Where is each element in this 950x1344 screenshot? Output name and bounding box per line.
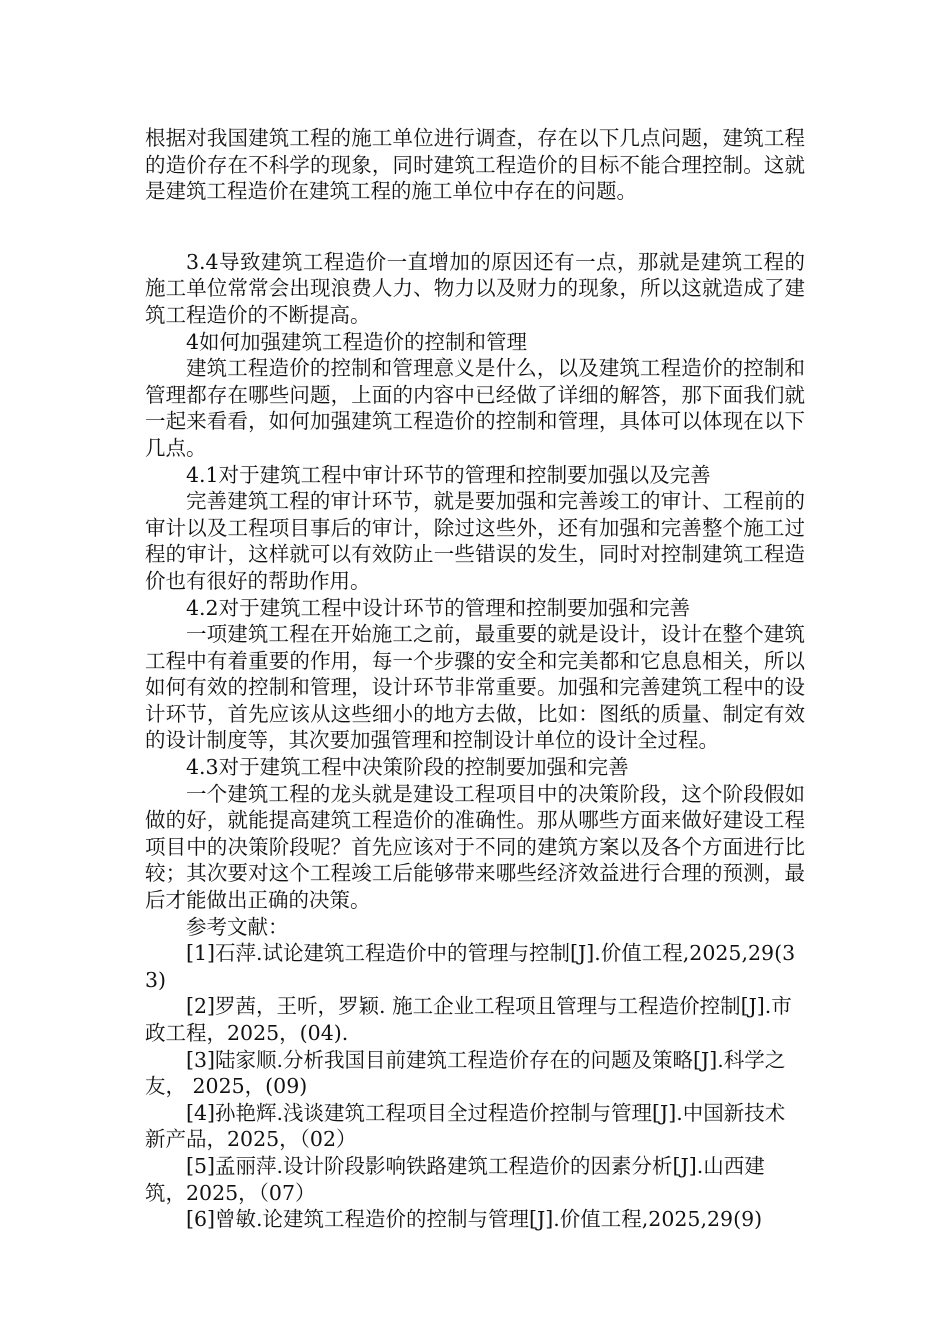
section-4-2-heading: 4.2对于建筑工程中设计环节的管理和控制要加强和完善	[186, 595, 691, 620]
reference-item: [3]陆家顺.分析我国目前建筑工程造价存在的问题及策略[J].科学之友， 2025，(09)	[145, 1047, 786, 1099]
reference-item: [4]孙艳辉.浅谈建筑工程项目全过程造价控制与管理[J].中国新技术新产品，2025，（02）	[145, 1100, 786, 1152]
section-4-3-body: 一个建筑工程的龙头就是建设工程项目中的决策阶段，这个阶段假如做的好，就能提高建筑工程造价的准确性。那从哪些方面来做好建设工程项目中的决策阶段呢？首先应该对于不同的建筑方案以及各个方面进行比较；其次要对这个工程竣工后能够带来哪些经济效益进行合理的预测，最后才能做出正确的决策。	[145, 781, 805, 913]
document-page	[145, 125, 805, 1233]
section-4-2-body: 一项建筑工程在开始施工之前，最重要的就是设计，设计在整个建筑工程中有着重要的作用，每一个步骤的安全和完美都和它息息相关，所以如何有效的控制和管理，设计环节非常重要。加强和完善建筑工程中的设计环节，首先应该从这些细小的地方去做，比如：图纸的质量、制定有效的设计制度等，其次要加强管理和控制设计单位的设计全过程。	[145, 622, 805, 753]
references-list	[145, 940, 805, 1233]
references-title: 参考文献：	[186, 914, 289, 939]
section-4-body: 建筑工程造价的控制和管理意义是什么，以及建筑工程造价的控制和管理都存在哪些问题，上面的内容中已经做了详细的解答，那下面我们就一起来看看，如何加强建筑工程造价的控制和管理，具体可以体现在以下几点。	[145, 356, 805, 460]
paragraph-spacer	[145, 205, 805, 249]
section-4-1-body: 完善建筑工程的审计环节，就是要加强和完善竣工的审计、工程前的审计以及工程项目事后的审计，除过这些外，还有加强和完善整个施工过程的审计，这样就可以有效防止一些错误的发生，同时对控制建筑工程造价也有很好的帮助作用。	[145, 489, 805, 593]
section-4-heading: 4如何加强建筑工程造价的控制和管理	[186, 329, 528, 354]
reference-item: [5]孟丽萍.设计阶段影响铁路建筑工程造价的因素分析[J].山西建筑，2025，（07）	[145, 1153, 765, 1205]
section-4-1-heading: 4.1对于建筑工程中审计环节的管理和控制要加强以及完善	[186, 462, 711, 487]
reference-item: [2]罗茜，王听，罗颖. 施工企业工程项且管理与工程造价控制[J].市政工程，2025，(04).	[145, 994, 792, 1045]
intro-paragraph: 根据对我国建筑工程的施工单位进行调查，存在以下几点问题，建筑工程的造价存在不科学的现象，同时建筑工程造价的目标不能合理控制。这就是建筑工程造价在建筑工程的施工单位中存在的问题。	[145, 126, 805, 204]
section-3-4-paragraph: 3.4导致建筑工程造价一直增加的原因还有一点，那就是建筑工程的施工单位常常会出现浪费人力、物力以及财力的现象，所以这就造成了建筑工程造价的不断提高。	[145, 249, 805, 327]
reference-item: [6]曾敏.论建筑工程造价的控制与管理[J].价值工程,2025,29(9)	[186, 1207, 763, 1232]
section-4-3-heading: 4.3对于建筑工程中决策阶段的控制要加强和完善	[186, 755, 629, 780]
reference-item: [1]石萍.试论建筑工程造价中的管理与控制[J].价值工程,2025,29(33)	[145, 941, 796, 992]
